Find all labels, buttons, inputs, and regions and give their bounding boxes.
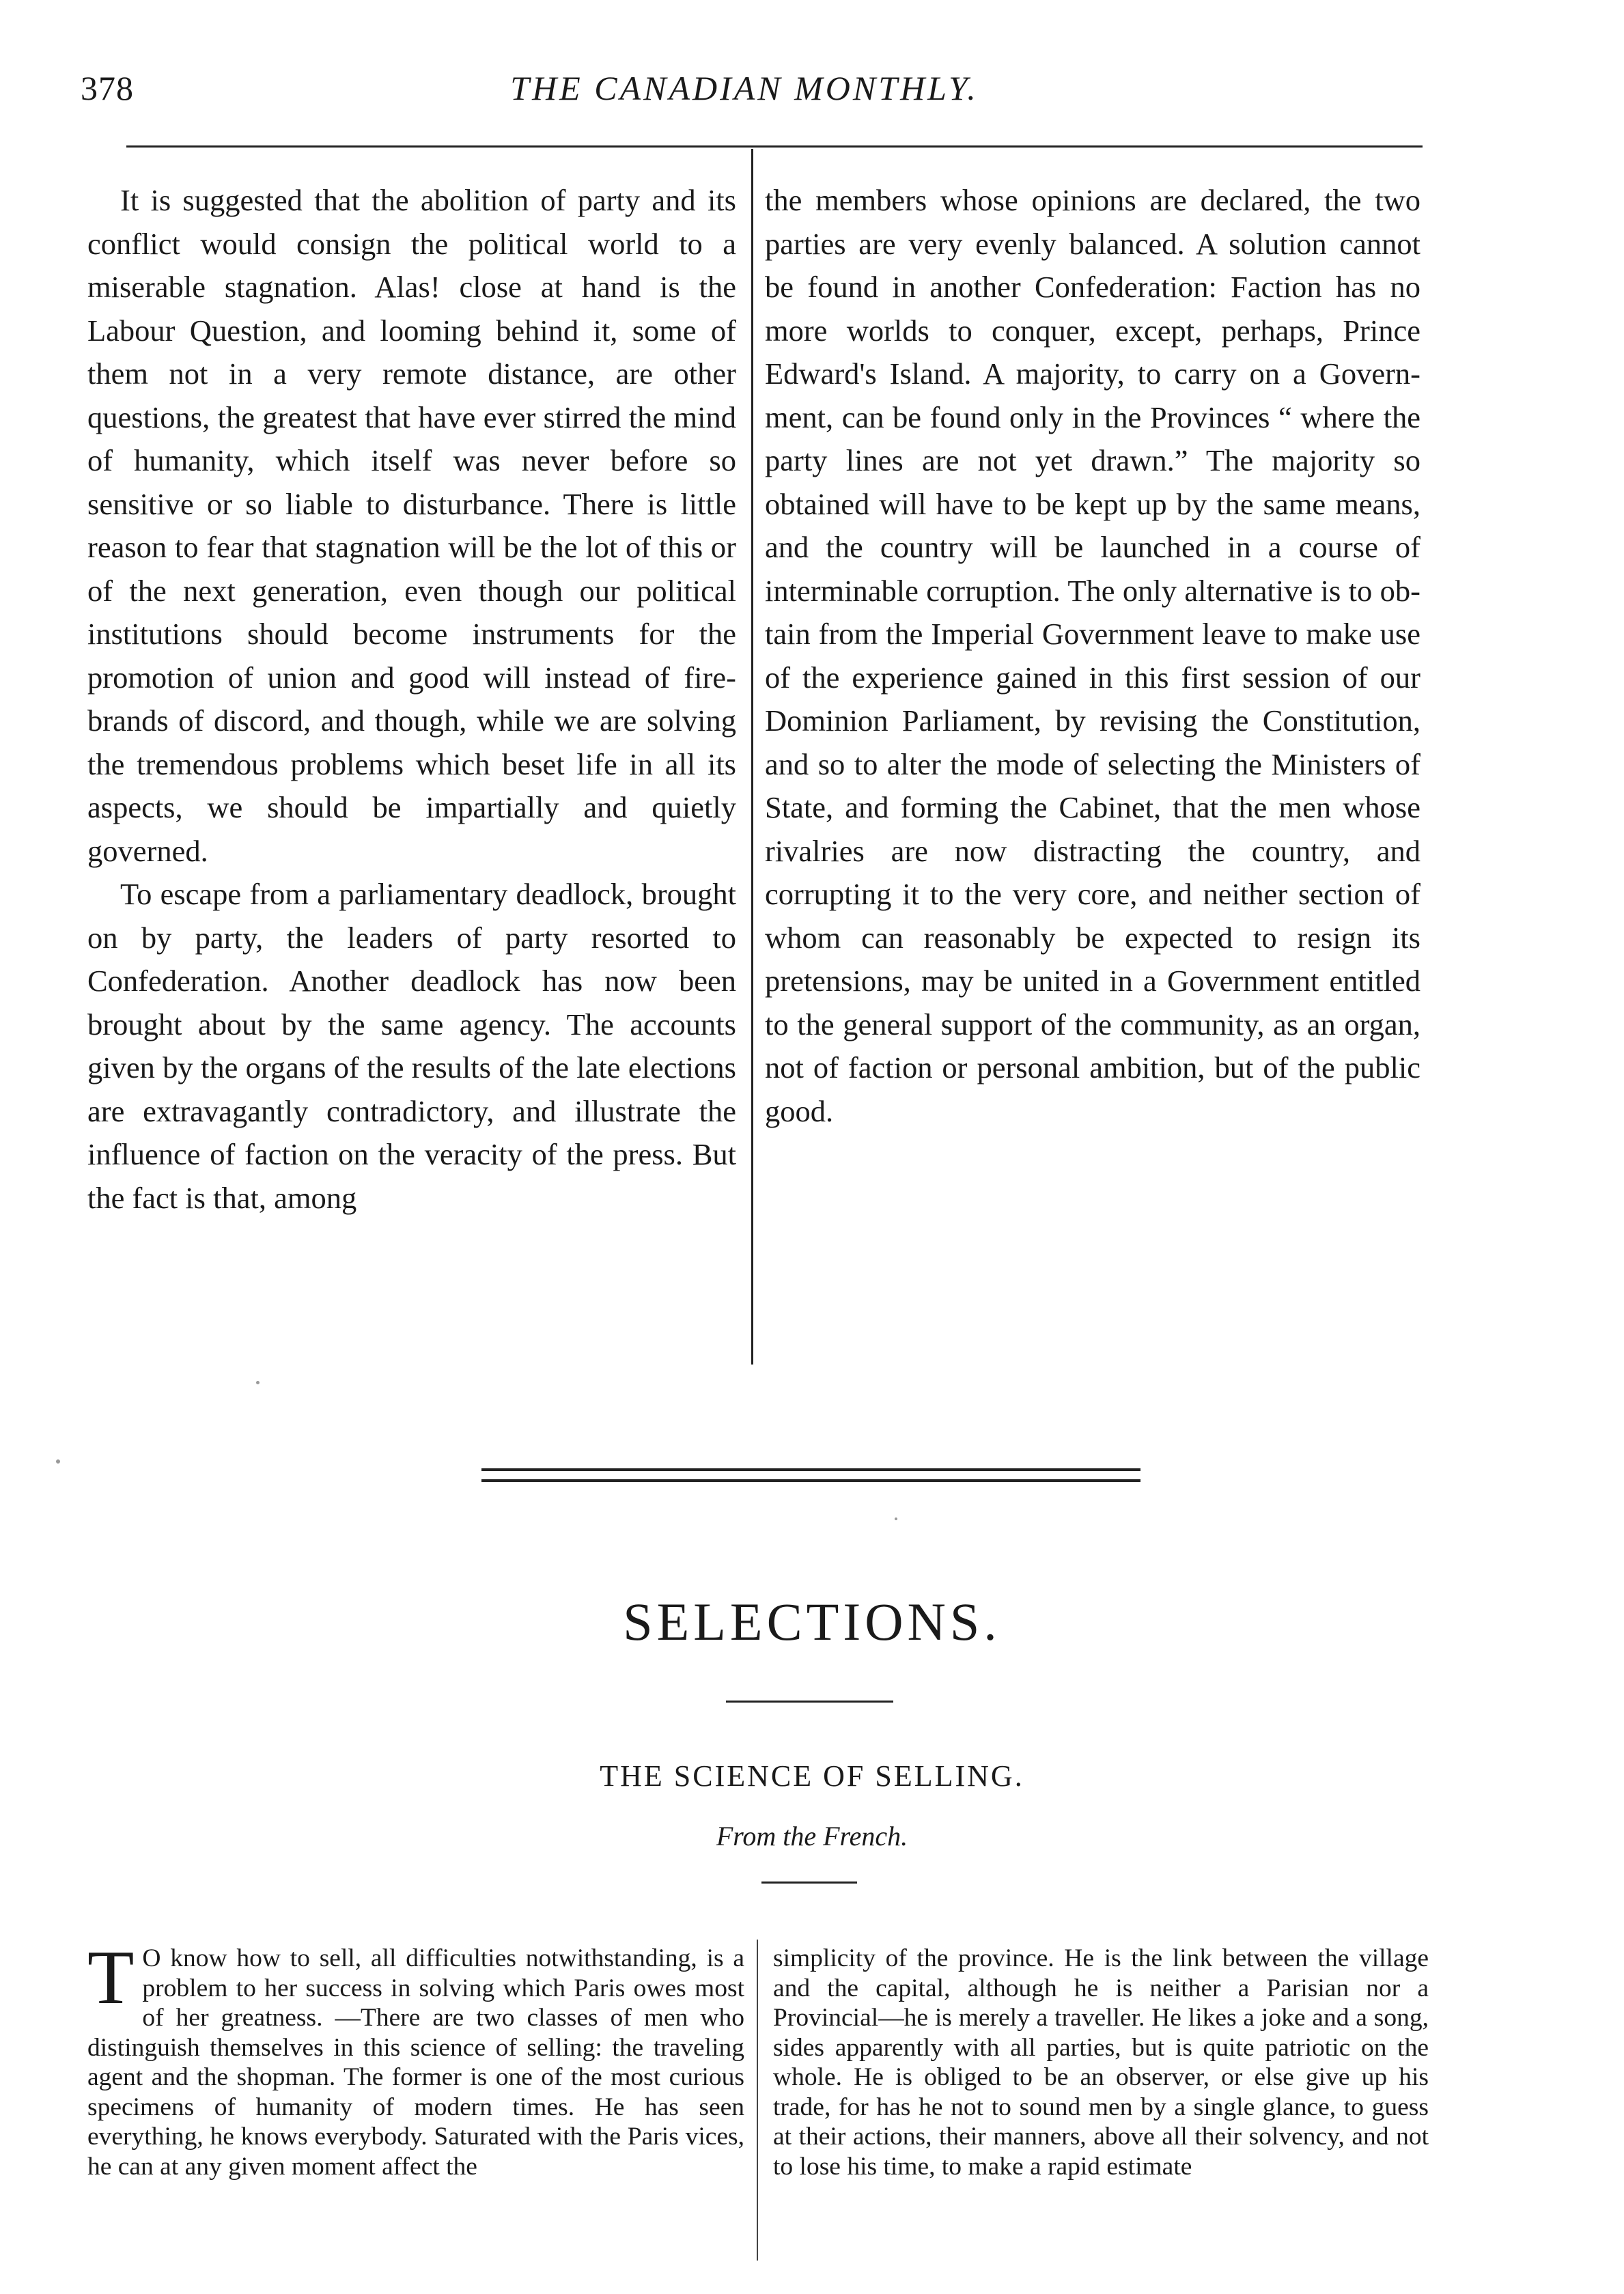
paragraph: the members whose opinions are declared, the two parties are very evenly balanced. A solution cannot be found in another Confederation: Faction has no more worlds to conquer, except, perhaps, Prince Edward's Island. A majority, to carry on a Government, can be found only in the Provinces “ where the party lines are not yet drawn.” The majority so obtained will have to be kept up by the same means, and the country will be launched in a course of interminable corruption. The only alternative is to obtain from the Imperial Government leave to make use of the experience gained in this first session of our Dominion Parliament, by revising the Constitution, and so to alter the mode of selecting the Ministers of State, and forming the Cabinet, that the men whose rivalries are now distracting the country, and corrupting it to the very core, and neither section of whom can reasonably be expected to resign its pretensions, may be united in a Government entitled to the general support of the community, as an organ, not of faction or personal ambition, but of the public good. xyxy=(765,183,1420,1128)
drop-cap: T xyxy=(87,1935,135,2020)
header-rule xyxy=(126,145,1423,148)
paragraph: To escape from a parliamentary deadlock, brought on by party, the leaders of party resorted to Confederation. Another deadlock has now been brought about by the same agency. The accounts given by the organs of the results of the late elections are extravagantly contradictory, and illustrate the influence of faction on the veracity of the press. But the fact is that, among xyxy=(87,877,736,1215)
column-divider xyxy=(751,149,753,1365)
section-rule-top xyxy=(481,1468,1140,1471)
article-title: THE SCIENCE OF SELLING. xyxy=(600,1759,1024,1793)
paragraph: It is suggested that the abolition of party and its conflict would consign the political world to a miserable stagnation. Alas! close at hand is the Labour Question, and looming behind it, some of them not in a very remote distance, are other questions, the greatest that have ever stirred the mind of humanity, which itself was never before so sensitive or so liable to disturbance. There is little reason to fear that stagnation will be the lot of this or of the next generation, even though our political institutions should become instruments for the promotion of union and good will instead of firebrands of discord, and though, while we are solving the tremendous problems which beset life in all its aspects, we should be impartially and quietly governed. xyxy=(87,183,736,868)
running-head: THE CANADIAN MONTHLY. xyxy=(510,69,979,107)
source-rule xyxy=(761,1882,857,1884)
column-divider xyxy=(757,1940,758,2261)
upper-left-column xyxy=(87,179,736,1220)
print-speck xyxy=(56,1459,60,1464)
print-speck xyxy=(256,1381,260,1384)
lower-left-column xyxy=(87,1935,744,2181)
title-rule xyxy=(726,1701,893,1703)
article-source: From the French. xyxy=(716,1821,908,1851)
section-title: SELECTIONS. xyxy=(623,1592,1001,1651)
section-rule-bottom xyxy=(481,1479,1140,1482)
paragraph: simplicity of the province. He is the link between the village and the capital, although he is neither a Parisian nor a Provincial—he is merely a traveller. He likes a joke and a song, sides apparently with all parties, but is quite patriotic on the whole. He is obliged to be an observer, or else give up his trade, for has he not to sound men by a single glance, to guess at their actions, their manners, above all their solvency, and not to lose his time, to make a rapid estimate xyxy=(773,1944,1429,2181)
upper-right-column xyxy=(765,179,1420,1133)
print-speck xyxy=(895,1517,897,1520)
page-number: 378 xyxy=(81,69,134,107)
lower-right-column xyxy=(773,1944,1429,2181)
paragraph: O know how to sell, all difficulties notwithstanding, is a problem to her success in solving which Paris owes most of her greatness. —There are two classes of men who distinguish themselves in this science of selling: the traveling agent and the shopman. The former is one of the most curious specimens of humanity of modern times. He has seen everything, he knows everybody. Saturated with the Paris vices, he can at any given moment affect the xyxy=(87,1944,744,2181)
